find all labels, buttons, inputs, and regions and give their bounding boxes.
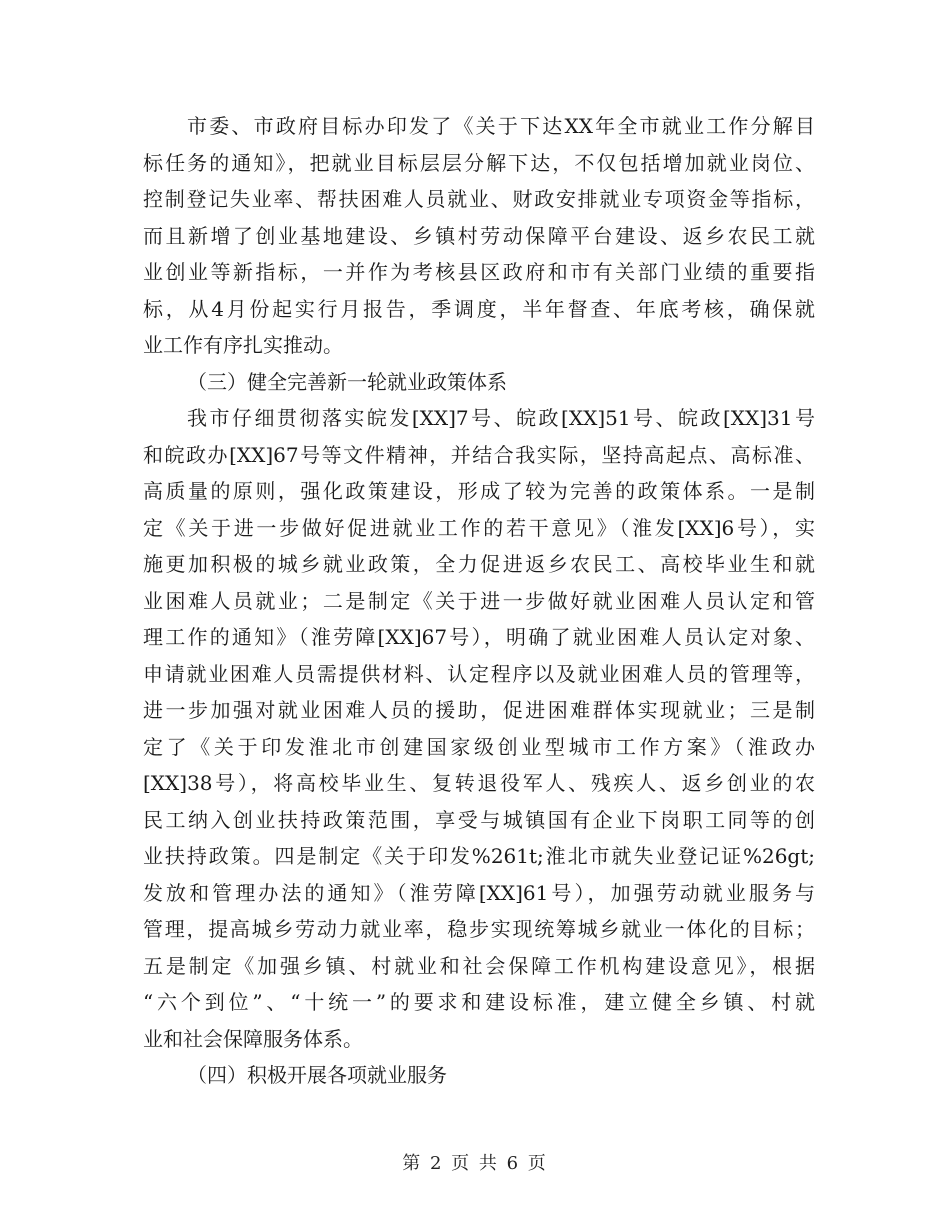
paragraph-line: 高质量的原则，强化政策建设，形成了较为完善的政策体系。一是制 xyxy=(143,479,815,503)
body-paragraph xyxy=(143,400,815,1057)
paragraph-line: “六个到位”、“十统一”的要求和建设标准，建立健全乡镇、村就 xyxy=(143,990,815,1014)
paragraph-line: 业创业等新指标，一并作为考核县区政府和市有关部门业绩的重要指 xyxy=(143,260,815,284)
paragraph-line: 申请就业困难人员需提供材料、认定程序以及就业困难人员的管理等， xyxy=(143,661,815,686)
paragraph-line: 定《关于进一步做好促进就业工作的若干意见》（淮发[XX]6号），实 xyxy=(143,515,815,540)
heading-text: （三）健全完善新一轮就业政策体系 xyxy=(187,369,507,394)
paragraph-line: 业困难人员就业；二是制定《关于进一步做好就业困难人员认定和管 xyxy=(143,588,815,613)
paragraph-line: 管理，提高城乡劳动力就业率，稳步实现统筹城乡就业一体化的目标； xyxy=(143,917,815,941)
section-heading xyxy=(143,1057,815,1094)
paragraph-line: 我市仔细贯彻落实皖发[XX]7号、皖政[XX]51号、皖政[XX]31号 xyxy=(187,406,815,430)
body-paragraph xyxy=(143,108,815,364)
document-body xyxy=(143,108,815,1094)
paragraph-line: 理工作的通知》（淮劳障[XX]67号），明确了就业困难人员认定对象、 xyxy=(143,625,815,649)
paragraph-line: 和皖政办[XX]67号等文件精神，并结合我实际，坚持高起点、高标准、 xyxy=(143,442,815,467)
paragraph-line: 进一步加强对就业困难人员的援助，促进困难群体实现就业；三是制 xyxy=(143,698,815,722)
section-heading xyxy=(143,364,815,401)
paragraph-line: 控制登记失业率、帮扶困难人员就业、财政安排就业专项资金等指标， xyxy=(143,187,815,211)
page-number-footer: 第 2 页 共 6 页 xyxy=(402,1153,548,1174)
paragraph-line: 业和社会保障服务体系。 xyxy=(143,1026,363,1051)
paragraph-line: 民工纳入创业扶持政策范围，享受与城镇国有企业下岗职工同等的创 xyxy=(143,807,815,832)
paragraph-line: 业工作有序扎实推动。 xyxy=(143,333,343,357)
paragraph-line: 标，从4月份起实行月报告，季调度，半年督查、年底考核，确保就 xyxy=(143,296,815,321)
paragraph-line: 定了《关于印发淮北市创建国家级创业型城市工作方案》（淮政办 xyxy=(143,734,815,759)
paragraph-line: 市委、市政府目标办印发了《关于下达XX年全市就业工作分解目 xyxy=(187,114,815,138)
heading-text: （四）积极开展各项就业服务 xyxy=(187,1063,447,1087)
paragraph-line: 而且新增了创业基地建设、乡镇村劳动保障平台建设、返乡农民工就 xyxy=(143,223,815,248)
paragraph-line: 施更加积极的城乡就业政策，全力促进返乡农民工、高校毕业生和就 xyxy=(143,552,815,576)
paragraph-line: 五是制定《加强乡镇、村就业和社会保障工作机构建设意见》，根据 xyxy=(143,953,815,978)
paragraph-line: [XX]38号），将高校毕业生、复转退役军人、残疾人、返乡创业的农 xyxy=(143,771,815,795)
paragraph-line: 标任务的通知》，把就业目标层层分解下达，不仅包括增加就业岗位、 xyxy=(143,150,815,175)
paragraph-line: 业扶持政策。四是制定《关于印发%261t;淮北市就失业登记证%26gt; xyxy=(143,844,815,868)
paragraph-line: 发放和管理办法的通知》（淮劳障[XX]61号），加强劳动就业服务与 xyxy=(143,880,815,905)
